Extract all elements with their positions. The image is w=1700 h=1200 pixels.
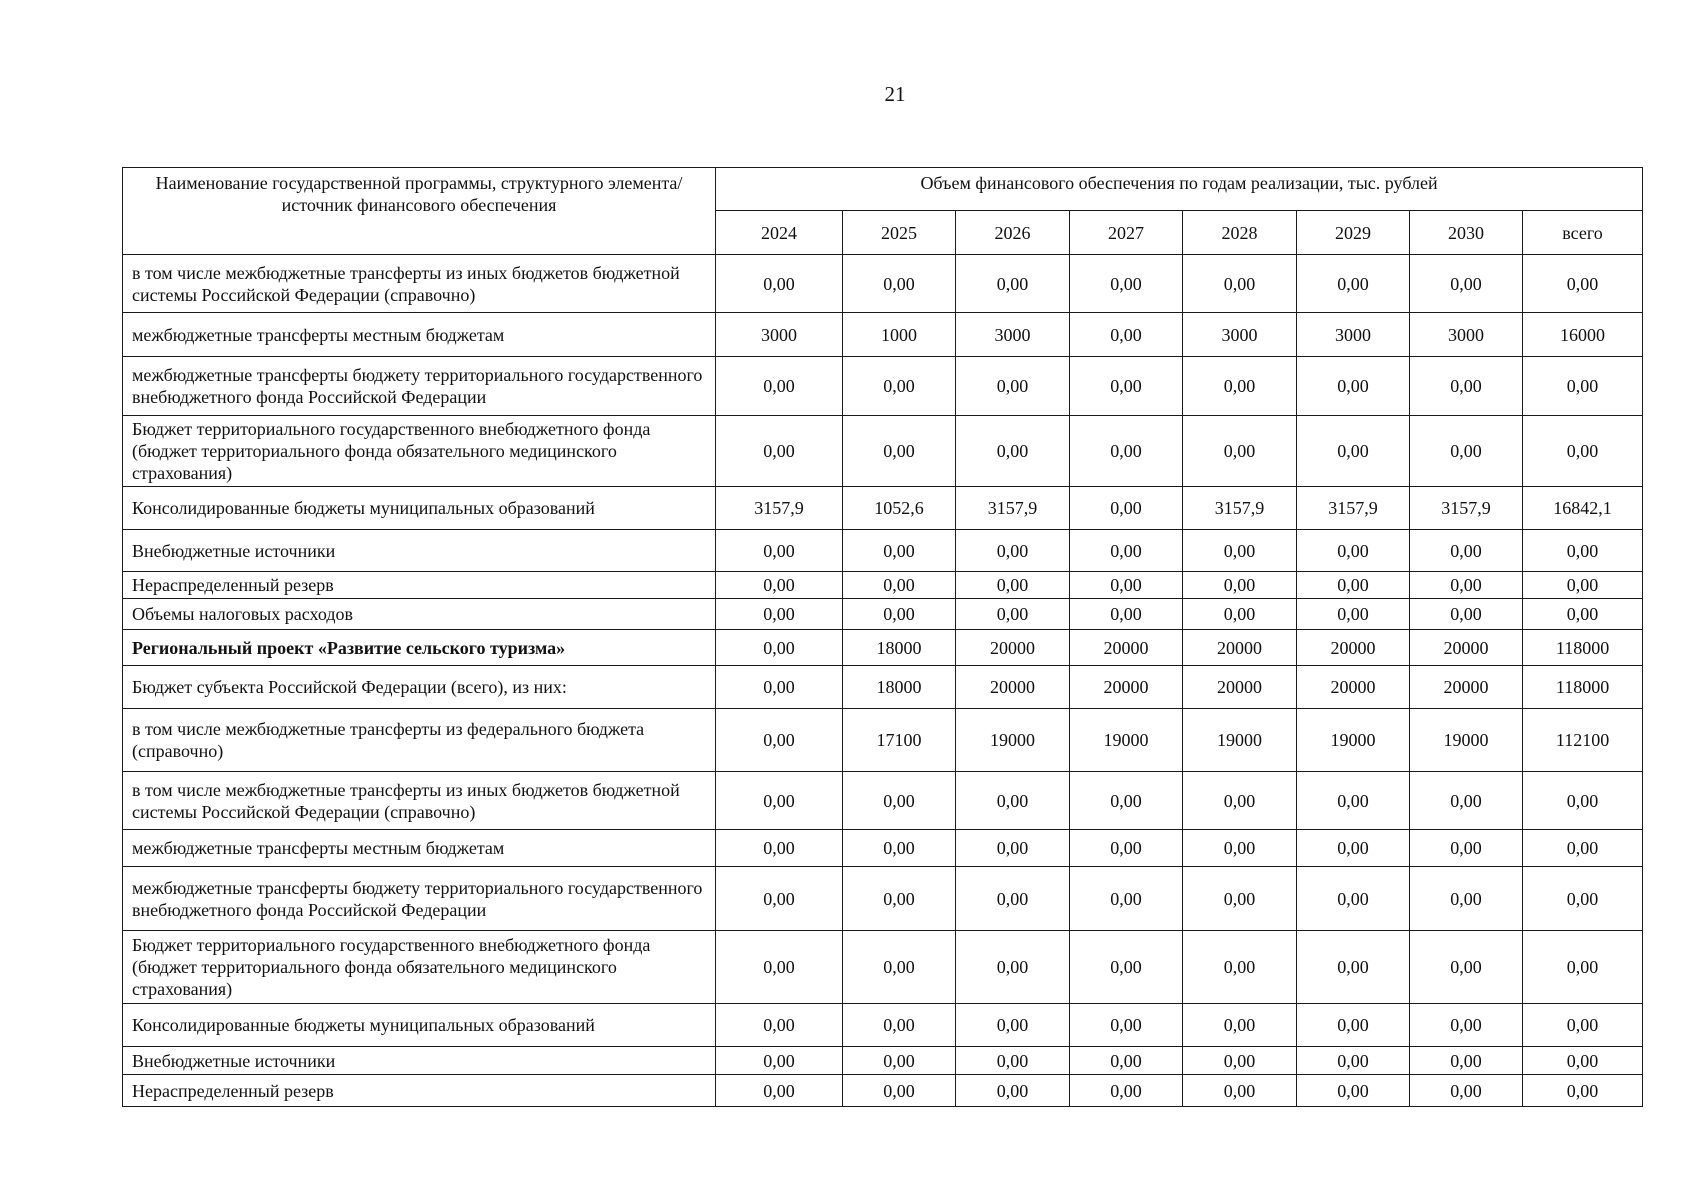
value-cell: 0,00 <box>843 530 956 572</box>
value-cell: 0,00 <box>956 357 1070 416</box>
row-name: Консолидированные бюджеты муниципальных образований <box>123 1004 716 1047</box>
value-cell: 0,00 <box>1410 1047 1523 1075</box>
value-cell: 0,00 <box>1070 416 1183 487</box>
total-cell: 0,00 <box>1523 599 1643 630</box>
value-cell: 0,00 <box>716 931 843 1004</box>
value-cell: 0,00 <box>1070 357 1183 416</box>
value-cell: 0,00 <box>1297 572 1410 599</box>
value-cell: 0,00 <box>843 931 956 1004</box>
value-cell: 0,00 <box>1297 1004 1410 1047</box>
volume-column-header: Объем финансового обеспечения по годам реализации, тыс. рублей <box>716 168 1643 211</box>
total-cell: 118000 <box>1523 630 1643 666</box>
value-cell: 0,00 <box>716 772 843 830</box>
value-cell: 0,00 <box>1183 867 1297 931</box>
value-cell: 17100 <box>843 709 956 772</box>
value-cell: 0,00 <box>1410 867 1523 931</box>
value-cell: 0,00 <box>1183 416 1297 487</box>
total-cell: 0,00 <box>1523 1004 1643 1047</box>
total-cell: 118000 <box>1523 666 1643 709</box>
row-name: Нераспределенный резерв <box>123 572 716 599</box>
value-cell: 3000 <box>1410 313 1523 357</box>
value-cell: 0,00 <box>1183 1004 1297 1047</box>
value-cell: 0,00 <box>956 1004 1070 1047</box>
value-cell: 1052,6 <box>843 487 956 530</box>
table-row <box>123 931 1643 1004</box>
table-row <box>123 1047 1643 1075</box>
value-cell: 20000 <box>1183 666 1297 709</box>
value-cell: 0,00 <box>1183 931 1297 1004</box>
total-cell: 0,00 <box>1523 572 1643 599</box>
page-number: 21 <box>884 82 906 106</box>
table-row <box>123 255 1643 313</box>
value-cell: 0,00 <box>1297 255 1410 313</box>
value-cell: 0,00 <box>956 416 1070 487</box>
table-row <box>123 487 1643 530</box>
value-cell: 0,00 <box>1070 1075 1183 1107</box>
value-cell: 0,00 <box>1297 1075 1410 1107</box>
total-cell: 0,00 <box>1523 530 1643 572</box>
value-cell: 0,00 <box>1297 1047 1410 1075</box>
table-row <box>123 416 1643 487</box>
value-cell: 0,00 <box>1070 867 1183 931</box>
value-cell: 20000 <box>1297 666 1410 709</box>
value-cell: 20000 <box>1183 630 1297 666</box>
value-cell: 0,00 <box>956 830 1070 867</box>
value-cell: 0,00 <box>1183 772 1297 830</box>
value-cell: 0,00 <box>1410 1075 1523 1107</box>
total-cell: 0,00 <box>1523 867 1643 931</box>
value-cell: 0,00 <box>956 1075 1070 1107</box>
value-cell: 0,00 <box>1070 772 1183 830</box>
row-name: Объемы налоговых расходов <box>123 599 716 630</box>
table-row <box>123 530 1643 572</box>
year-header: 2026 <box>956 211 1070 255</box>
total-cell: 0,00 <box>1523 931 1643 1004</box>
value-cell: 18000 <box>843 630 956 666</box>
value-cell: 0,00 <box>1070 572 1183 599</box>
value-cell: 0,00 <box>843 572 956 599</box>
row-name: межбюджетные трансферты бюджету территориального государственного внебюджетного фонда Российской Федерации <box>123 867 716 931</box>
value-cell: 0,00 <box>716 830 843 867</box>
total-cell: 0,00 <box>1523 772 1643 830</box>
value-cell: 20000 <box>1410 630 1523 666</box>
total-cell: 0,00 <box>1523 416 1643 487</box>
row-name: Бюджет субъекта Российской Федерации (всего), из них: <box>123 666 716 709</box>
value-cell: 20000 <box>1070 630 1183 666</box>
value-cell: 0,00 <box>1297 599 1410 630</box>
total-header: всего <box>1523 211 1643 255</box>
value-cell: 0,00 <box>716 572 843 599</box>
value-cell: 0,00 <box>843 772 956 830</box>
table-row <box>123 1075 1643 1107</box>
total-cell: 16842,1 <box>1523 487 1643 530</box>
value-cell: 0,00 <box>1183 255 1297 313</box>
value-cell: 0,00 <box>1410 830 1523 867</box>
table-row <box>123 572 1643 599</box>
value-cell: 3000 <box>1183 313 1297 357</box>
row-name: Региональный проект «Развитие сельского туризма» <box>123 630 716 666</box>
value-cell: 0,00 <box>716 630 843 666</box>
value-cell: 0,00 <box>1183 830 1297 867</box>
value-cell: 0,00 <box>843 1047 956 1075</box>
value-cell: 0,00 <box>843 357 956 416</box>
value-cell: 0,00 <box>1070 1047 1183 1075</box>
value-cell: 19000 <box>1297 709 1410 772</box>
row-name: межбюджетные трансферты бюджету территориального государственного внебюджетного фонда Российской Федерации <box>123 357 716 416</box>
value-cell: 0,00 <box>716 357 843 416</box>
value-cell: 0,00 <box>956 599 1070 630</box>
value-cell: 0,00 <box>956 1047 1070 1075</box>
row-name: в том числе межбюджетные трансферты из федерального бюджета (справочно) <box>123 709 716 772</box>
value-cell: 0,00 <box>1410 931 1523 1004</box>
value-cell: 0,00 <box>956 530 1070 572</box>
value-cell: 0,00 <box>843 1004 956 1047</box>
row-name: Внебюджетные источники <box>123 530 716 572</box>
total-cell: 112100 <box>1523 709 1643 772</box>
value-cell: 3000 <box>716 313 843 357</box>
value-cell: 0,00 <box>1297 830 1410 867</box>
value-cell: 0,00 <box>716 255 843 313</box>
value-cell: 0,00 <box>1410 357 1523 416</box>
value-cell: 0,00 <box>716 1004 843 1047</box>
value-cell: 3000 <box>1297 313 1410 357</box>
total-cell: 16000 <box>1523 313 1643 357</box>
row-name: Нераспределенный резерв <box>123 1075 716 1107</box>
table-row <box>123 599 1643 630</box>
value-cell: 0,00 <box>1183 599 1297 630</box>
value-cell: 0,00 <box>1297 867 1410 931</box>
value-cell: 0,00 <box>1410 416 1523 487</box>
row-name: Консолидированные бюджеты муниципальных образований <box>123 487 716 530</box>
value-cell: 0,00 <box>1297 931 1410 1004</box>
value-cell: 20000 <box>956 666 1070 709</box>
value-cell: 0,00 <box>1410 599 1523 630</box>
total-cell: 0,00 <box>1523 255 1643 313</box>
value-cell: 0,00 <box>1183 1075 1297 1107</box>
value-cell: 3157,9 <box>716 487 843 530</box>
table-row <box>123 357 1643 416</box>
value-cell: 0,00 <box>1070 599 1183 630</box>
value-cell: 0,00 <box>956 572 1070 599</box>
value-cell: 0,00 <box>956 931 1070 1004</box>
financing-table <box>122 167 1643 1107</box>
year-header: 2029 <box>1297 211 1410 255</box>
value-cell: 20000 <box>1297 630 1410 666</box>
value-cell: 0,00 <box>843 255 956 313</box>
value-cell: 0,00 <box>1070 487 1183 530</box>
row-name: Бюджет территориального государственного внебюджетного фонда (бюджет территориального фонда обязательного медицинского страхования) <box>123 416 716 487</box>
value-cell: 0,00 <box>1410 1004 1523 1047</box>
table-row <box>123 666 1643 709</box>
value-cell: 0,00 <box>1183 357 1297 416</box>
value-cell: 3000 <box>956 313 1070 357</box>
value-cell: 0,00 <box>1070 530 1183 572</box>
year-header: 2030 <box>1410 211 1523 255</box>
value-cell: 18000 <box>843 666 956 709</box>
value-cell: 3157,9 <box>1297 487 1410 530</box>
value-cell: 20000 <box>1410 666 1523 709</box>
value-cell: 0,00 <box>716 666 843 709</box>
value-cell: 0,00 <box>1183 572 1297 599</box>
value-cell: 1000 <box>843 313 956 357</box>
value-cell: 0,00 <box>956 867 1070 931</box>
value-cell: 0,00 <box>1410 255 1523 313</box>
value-cell: 0,00 <box>716 867 843 931</box>
value-cell: 19000 <box>1070 709 1183 772</box>
year-header: 2024 <box>716 211 843 255</box>
row-name: межбюджетные трансферты местным бюджетам <box>123 313 716 357</box>
value-cell: 0,00 <box>843 1075 956 1107</box>
total-cell: 0,00 <box>1523 1047 1643 1075</box>
value-cell: 19000 <box>1183 709 1297 772</box>
year-header: 2025 <box>843 211 956 255</box>
table-row <box>123 867 1643 931</box>
value-cell: 0,00 <box>716 530 843 572</box>
value-cell: 0,00 <box>1070 1004 1183 1047</box>
value-cell: 19000 <box>956 709 1070 772</box>
value-cell: 0,00 <box>1070 830 1183 867</box>
value-cell: 19000 <box>1410 709 1523 772</box>
value-cell: 0,00 <box>1297 772 1410 830</box>
table-row <box>123 772 1643 830</box>
value-cell: 20000 <box>956 630 1070 666</box>
value-cell: 0,00 <box>1297 357 1410 416</box>
row-name: в том числе межбюджетные трансферты из иных бюджетов бюджетной системы Российской Федерации (справочно) <box>123 255 716 313</box>
value-cell: 0,00 <box>1297 530 1410 572</box>
value-cell: 0,00 <box>716 1047 843 1075</box>
value-cell: 0,00 <box>716 1075 843 1107</box>
value-cell: 0,00 <box>843 867 956 931</box>
value-cell: 0,00 <box>1070 255 1183 313</box>
value-cell: 3157,9 <box>956 487 1070 530</box>
name-column-header: Наименование государственной программы, структурного элемента/источник финансового обеспечения <box>123 168 716 255</box>
value-cell: 3157,9 <box>1410 487 1523 530</box>
table-row <box>123 313 1643 357</box>
row-name: Бюджет территориального государственного внебюджетного фонда (бюджет территориального фонда обязательного медицинского страхования) <box>123 931 716 1004</box>
value-cell: 0,00 <box>1183 530 1297 572</box>
value-cell: 0,00 <box>716 709 843 772</box>
value-cell: 0,00 <box>1070 313 1183 357</box>
value-cell: 0,00 <box>716 416 843 487</box>
value-cell: 0,00 <box>843 599 956 630</box>
row-name: Внебюджетные источники <box>123 1047 716 1075</box>
value-cell: 0,00 <box>843 830 956 867</box>
value-cell: 3157,9 <box>1183 487 1297 530</box>
value-cell: 0,00 <box>1070 931 1183 1004</box>
value-cell: 0,00 <box>956 772 1070 830</box>
year-header: 2027 <box>1070 211 1183 255</box>
total-cell: 0,00 <box>1523 830 1643 867</box>
row-name: межбюджетные трансферты местным бюджетам <box>123 830 716 867</box>
total-cell: 0,00 <box>1523 357 1643 416</box>
total-cell: 0,00 <box>1523 1075 1643 1107</box>
value-cell: 20000 <box>1070 666 1183 709</box>
value-cell: 0,00 <box>1410 530 1523 572</box>
table-row <box>123 830 1643 867</box>
table-row <box>123 630 1643 666</box>
table-row <box>123 1004 1643 1047</box>
value-cell: 0,00 <box>1297 416 1410 487</box>
value-cell: 0,00 <box>716 599 843 630</box>
value-cell: 0,00 <box>1183 1047 1297 1075</box>
value-cell: 0,00 <box>1410 572 1523 599</box>
value-cell: 0,00 <box>956 255 1070 313</box>
row-name: в том числе межбюджетные трансферты из иных бюджетов бюджетной системы Российской Федерации (справочно) <box>123 772 716 830</box>
value-cell: 0,00 <box>1410 772 1523 830</box>
year-header: 2028 <box>1183 211 1297 255</box>
table-row <box>123 709 1643 772</box>
value-cell: 0,00 <box>843 416 956 487</box>
